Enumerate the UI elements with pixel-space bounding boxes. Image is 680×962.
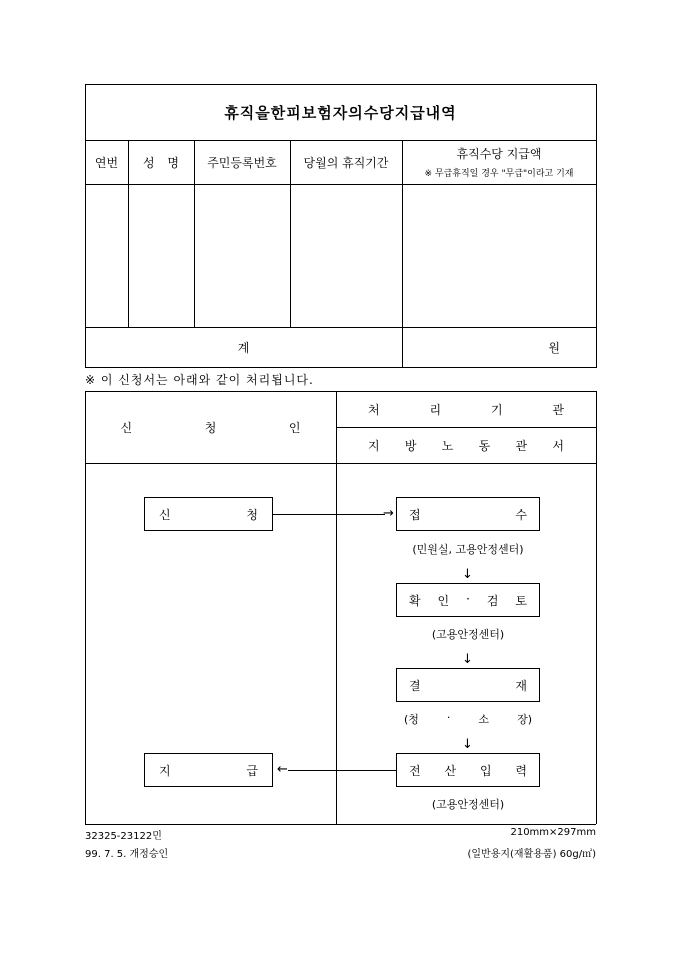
- approval-box: [396, 668, 540, 702]
- header-leave-period: 당월의 휴직기간: [303, 155, 389, 170]
- agency-header-char: 관: [552, 402, 564, 417]
- agency-name-char: 동: [478, 438, 491, 453]
- table-title: 휴직을한피보험자의수당지급내역: [224, 103, 457, 122]
- header-no: 연번: [94, 155, 119, 170]
- header-allowance-title: 휴직수당 지급액: [456, 147, 542, 161]
- header-name-part: 명: [167, 155, 179, 170]
- total-label: 계: [237, 340, 250, 355]
- applicant-header-char: 인: [288, 420, 301, 435]
- agency-header-char: 리: [429, 402, 442, 417]
- header-resident-no: 주민등록번호: [207, 155, 277, 170]
- arrow-down-icon: ↓: [462, 652, 473, 667]
- agency-name-char: 관: [515, 438, 528, 453]
- table-border-right: [596, 84, 597, 368]
- apply-box-char: 청: [246, 507, 258, 522]
- review-box-char: 인: [437, 593, 450, 608]
- arrow-right-icon: →: [383, 506, 394, 521]
- applicant-header-char: 신: [120, 420, 133, 435]
- receipt-box-char: 접: [409, 507, 421, 522]
- input-box: [396, 753, 540, 787]
- applicant-header: [85, 391, 336, 463]
- total-unit: 원: [548, 340, 560, 355]
- approval-caption-part: 장): [517, 713, 532, 726]
- agency-header: [336, 391, 596, 427]
- header-allowance-note: ※ 무급휴직일 경우 "무급"이라고 기재: [424, 169, 574, 179]
- agency-name-char: 서: [552, 438, 564, 453]
- header-name-part: 성: [143, 155, 155, 170]
- approval-caption-part: ·: [446, 711, 451, 724]
- flow-header-bottom: [85, 463, 596, 464]
- arrow-line-apply-to-receipt: [273, 514, 385, 515]
- approval-caption-part: 소: [478, 713, 490, 726]
- arrow-down-icon: ↓: [462, 567, 473, 582]
- input-box-char: 산: [444, 763, 457, 778]
- receipt-caption: (민원실, 고용안정센터): [412, 543, 524, 556]
- receipt-box-char: 수: [515, 507, 527, 522]
- table-border-bottom: [85, 367, 596, 368]
- review-box: [396, 583, 540, 617]
- arrow-line-input-to-payment: [288, 770, 396, 771]
- header-allowance: [402, 140, 596, 184]
- agency-name: [336, 427, 596, 463]
- paper-size: 210mm×297mm: [510, 827, 596, 838]
- approval-box-char: 재: [515, 678, 527, 693]
- approval-caption-part: (청: [404, 713, 419, 726]
- arrow-down-icon: ↓: [462, 737, 473, 752]
- review-caption: (고용안정센터): [431, 628, 505, 641]
- approval-caption: [404, 711, 532, 727]
- input-caption: (고용안정센터): [431, 798, 505, 811]
- arrow-left-icon: ←: [277, 762, 288, 777]
- input-box-char: 전: [409, 763, 421, 778]
- payment-box: [144, 753, 273, 787]
- review-box-char: 토: [515, 593, 527, 608]
- apply-box: [144, 497, 273, 531]
- table-header-divider: [85, 184, 596, 185]
- approval-box-char: 결: [409, 678, 421, 693]
- applicant-header-char: 청: [204, 420, 217, 435]
- input-box-char: 력: [515, 763, 527, 778]
- agency-header-char: 처: [368, 402, 380, 417]
- agency-name-char: 지: [368, 438, 380, 453]
- approval-date: 99. 7. 5. 개정승인: [85, 849, 169, 860]
- processing-notice: ※ 이 신청서는 아래와 같이 처리됩니다.: [85, 373, 314, 387]
- flow-border-right: [596, 391, 597, 824]
- flow-border-bottom: [85, 824, 596, 825]
- form-code: 32325-23122민: [85, 831, 162, 842]
- apply-box-char: 신: [159, 507, 171, 522]
- agency-name-char: 방: [404, 438, 417, 453]
- input-box-char: 입: [479, 763, 492, 778]
- review-box-char: ·: [466, 591, 470, 606]
- receipt-box: [396, 497, 540, 531]
- header-name: [128, 140, 194, 184]
- payment-box-char: 지: [159, 763, 171, 778]
- review-box-char: 확: [409, 593, 421, 608]
- payment-box-char: 급: [246, 763, 258, 778]
- agency-header-char: 기: [490, 402, 503, 417]
- paper-spec: (일반용지(재활용품) 60g/㎡): [467, 849, 596, 860]
- agency-name-char: 노: [441, 438, 454, 453]
- review-box-char: 검: [486, 593, 499, 608]
